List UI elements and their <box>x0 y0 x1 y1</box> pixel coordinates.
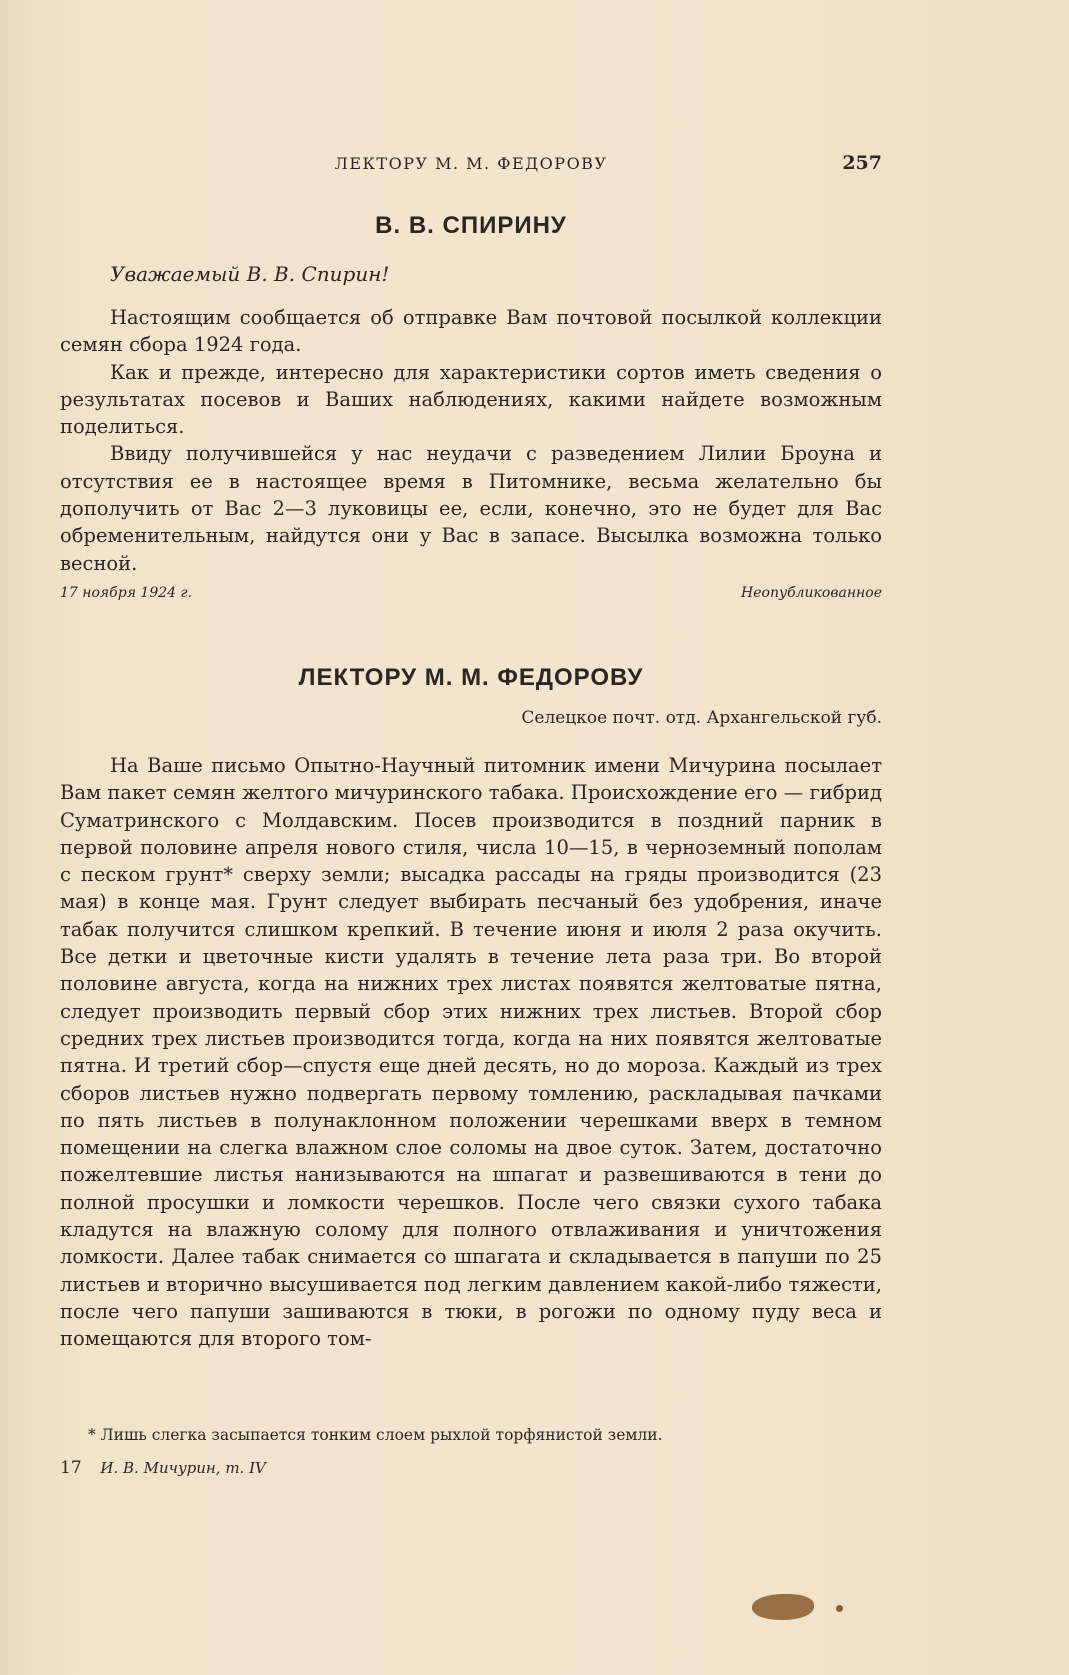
paragraph: Ввиду получившейся у нас неудачи с разведением Лилии Броуна и отсутствия ее в настоящее время в Питомнике, весьма желательно бы дополучить от Вас 2—3 луковицы ее, если, конечно, это не будет для Вас обременительным, найдутся они у Вас в запасе. Высылка возможна только весной. <box>60 442 882 575</box>
paragraph: Как и прежде, интересно для характеристики сортов иметь сведения о результатах посевов и Ваших наблюдениях, какими найдете возможным поделиться. <box>60 360 882 439</box>
letter-meta <box>60 585 882 609</box>
letter-spirin <box>60 212 882 609</box>
page-footer <box>60 1426 882 1478</box>
ink-stain-dot <box>836 1605 843 1612</box>
running-title: ЛЕКТОРУ М. М. ФЕДОРОВУ <box>334 154 608 173</box>
letter-date: 17 ноября 1924 г. <box>60 584 193 601</box>
volume-author: И. В. Мичурин, т. IV <box>100 1459 266 1477</box>
letter-heading: ЛЕКТОРУ М. М. ФЕДОРОВУ <box>298 664 644 691</box>
sheet-signature <box>60 1458 882 1478</box>
paragraph: Настоящим сообщается об отправке Вам почтовой посылкой коллекции семян сбора 1924 года. <box>60 306 882 357</box>
sheet-number: 17 <box>60 1458 82 1478</box>
publication-status: Неопубликованное <box>741 584 882 601</box>
letter-body <box>60 304 882 577</box>
running-header <box>60 152 882 176</box>
ink-stain <box>752 1594 814 1620</box>
letter-heading: В. В. СПИРИНУ <box>375 212 567 239</box>
paragraph: На Ваше письмо Опытно-Научный питомник имени Мичурина посылает Вам пакет семян желтого мичуринского табака. Происхождение его — гибрид Суматринского с Молдавским. Посев производится в поздний парник в первой половине апреля нового стиля, числа 10—15, в черноземный пополам с песком грунт* сверху земли; высадка рассады на гряды производится (23 мая) в конце мая. Грунт следует выбирать песчаный без удобрения, иначе табак получится слишком крепкий. В течение июня и июля 2 раза окучить. Все детки и цветочные кисти удалять в течение лета раза три. Во второй половине августа, когда на нижних трех листах появятся желтоватые пятна, следует производить первый сбор этих нижних трех листьев. Второй сбор средних трех листьев производится тогда, когда на них появятся желтоватые пятна. И третий сбор—спустя еще дней десять, но до мороза. Каждый из трех сборов листьев нужно подвергать первому томлению, раскладывая пачками по пять листьев в полунаклонном положении черешками вверх в темном помещении на слегка влажном слое соломы на двое суток. Затем, достаточно пожелтевшие листья нанизываются на шпагат и развешиваются в тени до полной просушки и ломкости черешков. После чего связки сухого табака кладутся на влажную солому для полного отвлаживания и уничтожения ломкости. Далее табак снимается со шпагата и складывается в папуши по 25 листьев и вторично высушивается под легким давлением какой-либо тяжести, после чего папуши зашиваются в тюки, в рогожи по одному пуду веса и помещаются для второго том- <box>60 754 882 1351</box>
letter-fedorov <box>60 664 882 1353</box>
page-number: 257 <box>842 152 882 174</box>
recipient-address: Селецкое почт. отд. Архангельской губ. <box>521 708 882 728</box>
footnote: * Лишь слегка засыпается тонким слоем рыхлой торфянистой земли. <box>88 1426 663 1444</box>
salutation: Уважаемый В. В. Спирин! <box>110 262 390 286</box>
